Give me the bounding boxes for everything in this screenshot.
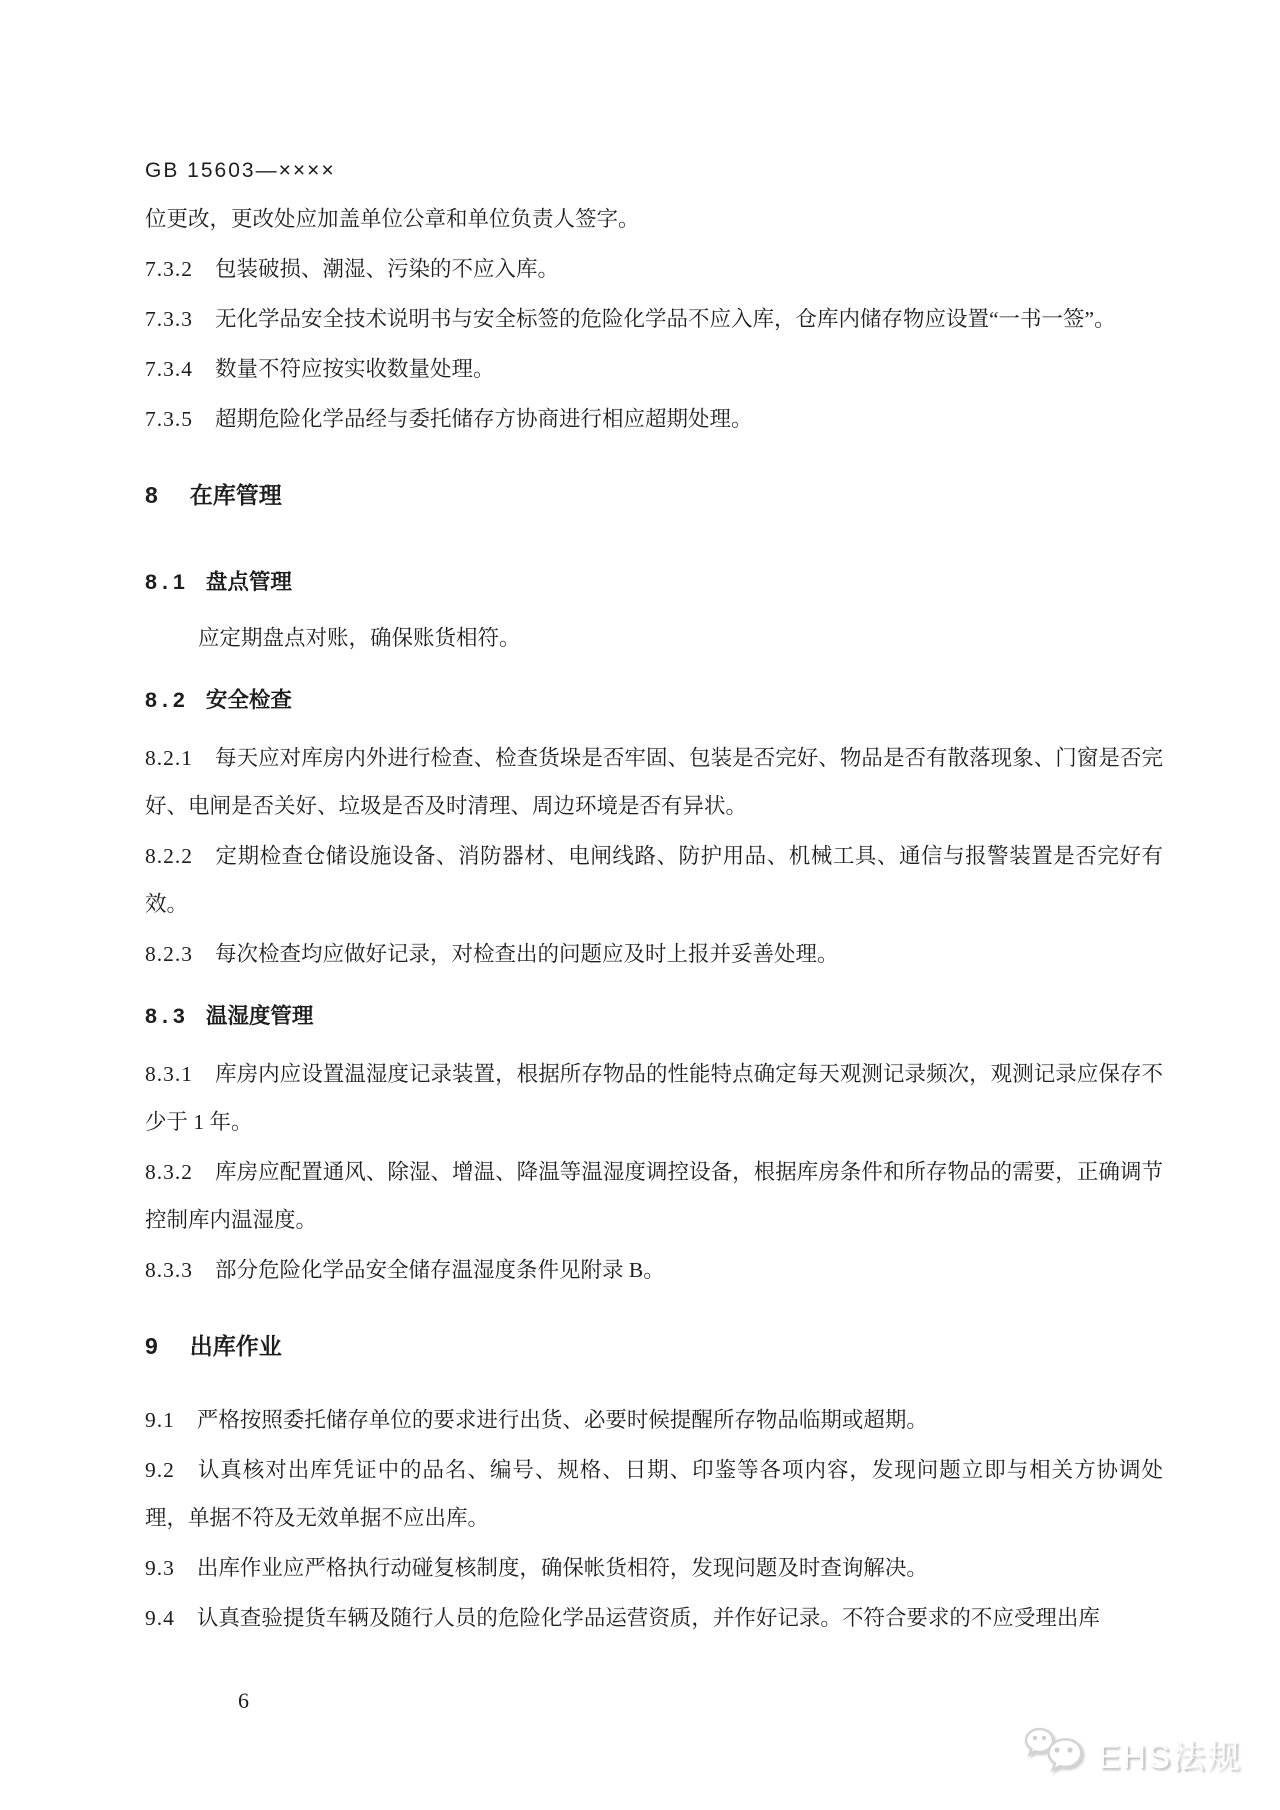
heading-text: 出库作业 xyxy=(189,1333,282,1359)
clause-text: 每次检查均应做好记录，对检查出的问题应及时上报并妥善处理。 xyxy=(215,942,839,966)
clause-text: 定期检查仓储设施设备、消防器材、电闸线路、防护用品、机械工具、通信与报警装置是否完好有效。 xyxy=(145,844,1163,916)
paragraph-8-1-body: 应定期盘点对账，确保账货相符。 xyxy=(198,626,521,650)
clause-number: 7.3.2 xyxy=(145,257,193,281)
clause-number: 7.3.4 xyxy=(145,357,193,381)
clause-number: 7.3.3 xyxy=(145,307,193,331)
heading-number: 8.1 xyxy=(145,570,190,594)
page-number: 6 xyxy=(238,1688,249,1713)
clause-number: 8.2.2 xyxy=(145,844,193,868)
clause-number: 8.2.1 xyxy=(145,746,193,770)
clause-8-3-1 xyxy=(145,1050,1163,1146)
clause-number: 7.3.5 xyxy=(145,407,193,431)
clause-8-2-1 xyxy=(145,734,1163,830)
clause-7-3-3 xyxy=(145,295,1163,343)
clause-8-2-3 xyxy=(145,930,1163,978)
clause-text: 严格按照委托储存单位的要求进行出货、必要时候提醒所存物品临期或超期。 xyxy=(196,1408,928,1432)
clause-text: 包装破损、潮湿、污染的不应入库。 xyxy=(215,257,560,281)
subsection-heading-8-3 xyxy=(145,992,1163,1040)
clause-8-2-2 xyxy=(145,832,1163,928)
paragraph-continuation: 位更改，更改处应加盖单位公章和单位负责人签字。 xyxy=(145,207,640,231)
clause-text: 库房内应设置温湿度记录装置，根据所存物品的性能特点确定每天观测记录频次，观测记录应保存不少于 1 年。 xyxy=(145,1062,1163,1134)
clause-number: 8.2.3 xyxy=(145,942,193,966)
watermark-label: EHS法规 xyxy=(1098,1738,1242,1775)
clause-number: 8.3.3 xyxy=(145,1258,193,1282)
clause-9-1 xyxy=(145,1396,1163,1444)
clause-7-3-5 xyxy=(145,395,1163,443)
heading-text: 温湿度管理 xyxy=(205,1004,314,1028)
heading-number: 8 xyxy=(145,482,158,508)
heading-number: 8.3 xyxy=(145,1004,190,1028)
clause-text: 认真核对出库凭证中的品名、编号、规格、日期、印鉴等各项内容，发现问题立即与相关方协调处理，单据不符及无效单据不应出库。 xyxy=(145,1458,1163,1530)
clause-7-3-4 xyxy=(145,345,1163,393)
clause-text: 无化学品安全技术说明书与安全标签的危险化学品不应入库，仓库内储存物应设置“一书一签”。 xyxy=(215,307,1116,331)
heading-number: 8.2 xyxy=(145,688,190,712)
clause-number: 8.3.2 xyxy=(145,1160,193,1184)
clause-number: 9.1 xyxy=(145,1408,175,1432)
section-heading-8 xyxy=(145,471,1163,519)
watermark xyxy=(1024,1726,1242,1783)
clause-number: 8.3.1 xyxy=(145,1062,193,1086)
clause-7-3-2 xyxy=(145,245,1163,293)
clause-9-4 xyxy=(145,1594,1163,1642)
heading-text: 安全检查 xyxy=(205,688,292,712)
clause-number: 9.2 xyxy=(145,1458,175,1482)
clause-text: 库房应配置通风、除湿、增温、降温等温湿度调控设备，根据库房条件和所存物品的需要，正确调节控制库内温湿度。 xyxy=(145,1160,1163,1232)
subsection-heading-8-2 xyxy=(145,676,1163,724)
heading-text: 在库管理 xyxy=(189,482,282,508)
wechat-icon xyxy=(1024,1726,1088,1783)
clause-text: 每天应对库房内外进行检查、检查货垛是否牢固、包装是否完好、物品是否有散落现象、门窗是否完好、电闸是否关好、垃圾是否及时清理、周边环境是否有异状。 xyxy=(145,746,1163,818)
clause-8-3-3 xyxy=(145,1246,1163,1294)
section-heading-9 xyxy=(145,1322,1163,1370)
clause-9-2 xyxy=(145,1446,1163,1542)
clause-number: 9.3 xyxy=(145,1556,175,1580)
clause-9-3 xyxy=(145,1544,1163,1592)
clause-number: 9.4 xyxy=(145,1606,175,1630)
subsection-heading-8-1 xyxy=(145,558,1163,606)
standard-number-header: GB 15603—×××× xyxy=(145,159,336,182)
document-body xyxy=(145,147,1163,1642)
heading-number: 9 xyxy=(145,1333,158,1359)
clause-text: 部分危险化学品安全储存温湿度条件见附录 B。 xyxy=(215,1258,665,1282)
clause-text: 数量不符应按实收数量处理。 xyxy=(215,357,495,381)
heading-text: 盘点管理 xyxy=(205,570,292,594)
clause-8-3-2 xyxy=(145,1148,1163,1244)
clause-text: 认真查验提货车辆及随行人员的危险化学品运营资质，并作好记录。不符合要求的不应受理出库 xyxy=(196,1606,1100,1630)
clause-text: 出库作业应严格执行动碰复核制度，确保帐货相符，发现问题及时查询解决。 xyxy=(196,1556,928,1580)
clause-text: 超期危险化学品经与委托储存方协商进行相应超期处理。 xyxy=(215,407,753,431)
